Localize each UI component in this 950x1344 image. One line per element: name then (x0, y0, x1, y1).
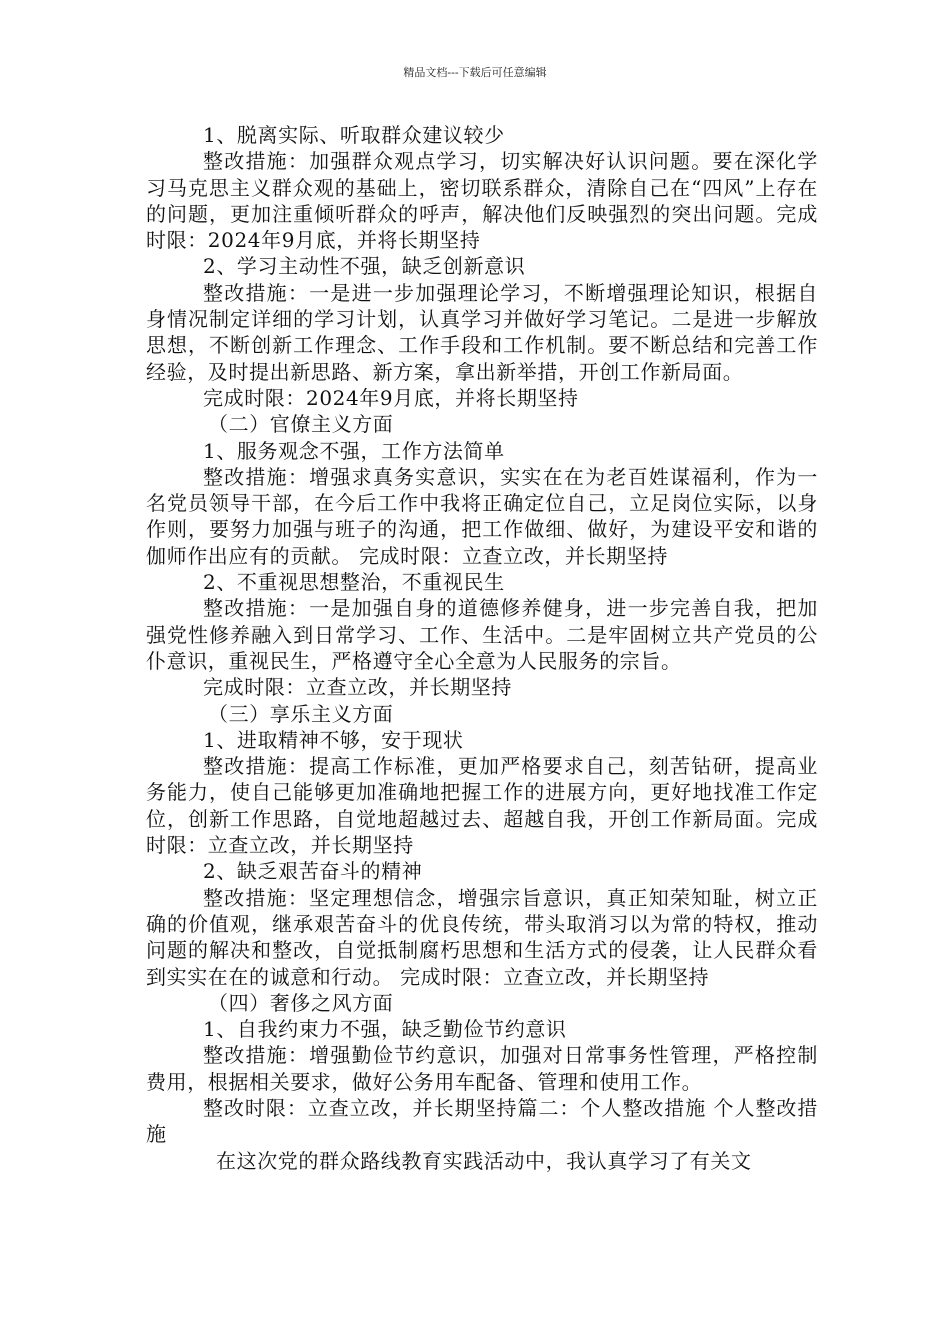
section-heading: （二）官僚主义方面 (208, 412, 394, 437)
item-heading: 1、脱离实际、听取群众建议较少 (203, 123, 505, 147)
item-heading: 1、服务观念不强，工作方法简单 (203, 438, 505, 463)
deadline-line: 完成时限：立查立改，并长期坚持 (203, 675, 512, 700)
measure-paragraph: 整改措施：增强勤俭节约意识，加强对日常事务性管理，严格控制费用，根据相关要求，做好公务用车配备、管理和使用工作。 (146, 1043, 818, 1094)
page-header: 精品文档---下载后可任意编辑 (403, 66, 547, 79)
section-heading: （三）享乐主义方面 (208, 701, 394, 726)
measure-paragraph: 整改措施：加强群众观点学习，切实解决好认识问题。要在深化学习马克思主义群众观的基础上，密切联系群众，清除自己在“四风”上存在的问题，更加注重倾听群众的呼声，解决他们反映强烈的突出问题。完成时限：2024年9月底，并将长期坚持 (146, 149, 818, 253)
measure-paragraph: 整改措施：坚定理想信念，增强宗旨意识，真正知荣知耻，树立正确的价值观，继承艰苦奋斗的优良传统，带头取消习以为常的特权，推动问题的解决和整改，自觉抵制腐朽思想和生活方式的侵袭，让人民群众看到实实在在的诚意和行动。 完成时限：立查立改，并长期坚持 (146, 885, 818, 989)
item-heading: 1、进取精神不够，安于现状 (203, 727, 464, 752)
document-body (146, 122, 818, 1174)
item-heading: 2、学习主动性不强，缺乏创新意识 (203, 254, 526, 279)
intro-paragraph: 在这次党的群众路线教育实践活动中，我认真学习了有关文 (216, 1148, 752, 1173)
item-heading: 2、缺乏艰苦奋斗的精神 (203, 859, 423, 884)
measure-paragraph: 整改措施：增强求真务实意识，实实在在为老百姓谋福利，作为一名党员领导干部，在今后工作中我将正确定位自己，立足岗位实际，以身作则，要努力加强与班子的沟通，把工作做细、做好，为建设平安和谐的伽师作出应有的贡献。 完成时限：立查立改，并长期坚持 (146, 464, 818, 568)
measure-paragraph: 整改措施：一是进一步加强理论学习，不断增强理论知识，根据自身情况制定详细的学习计划，认真学习并做好学习笔记。二是进一步解放思想，不断创新工作理念、工作手段和工作机制。要不断总结和完善工作经验，及时提出新思路、新方案，拿出新举措，开创工作新局面。 (146, 280, 818, 384)
deadline-line: 整改时限：立查立改，并长期坚持篇二：个人整改措施 个人整改措施 (146, 1095, 818, 1147)
measure-paragraph: 整改措施：提高工作标准，更加严格要求自己，刻苦钻研，提高业务能力，使自己能够更加准确地把握工作的进展方向，更好地找准工作定位，创新工作思路，自觉地超越过去、超越自我，开创工作新局面。完成时限：立查立改，并长期坚持 (146, 754, 818, 858)
item-heading: 2、不重视思想整治，不重视民生 (203, 570, 505, 595)
deadline-line: 完成时限：2024年9月底，并将长期坚持 (203, 385, 579, 410)
item-heading: 1、自我约束力不强，缺乏勤俭节约意识 (203, 1017, 567, 1042)
measure-paragraph: 整改措施：一是加强自身的道德修养健身，进一步完善自我，把加强党性修养融入到日常学习、工作、生活中。二是牢固树立共产党员的公仆意识，重视民生，严格遵守全心全意为人民服务的宗旨。 (146, 596, 818, 673)
section-heading: （四）奢侈之风方面 (208, 990, 394, 1015)
